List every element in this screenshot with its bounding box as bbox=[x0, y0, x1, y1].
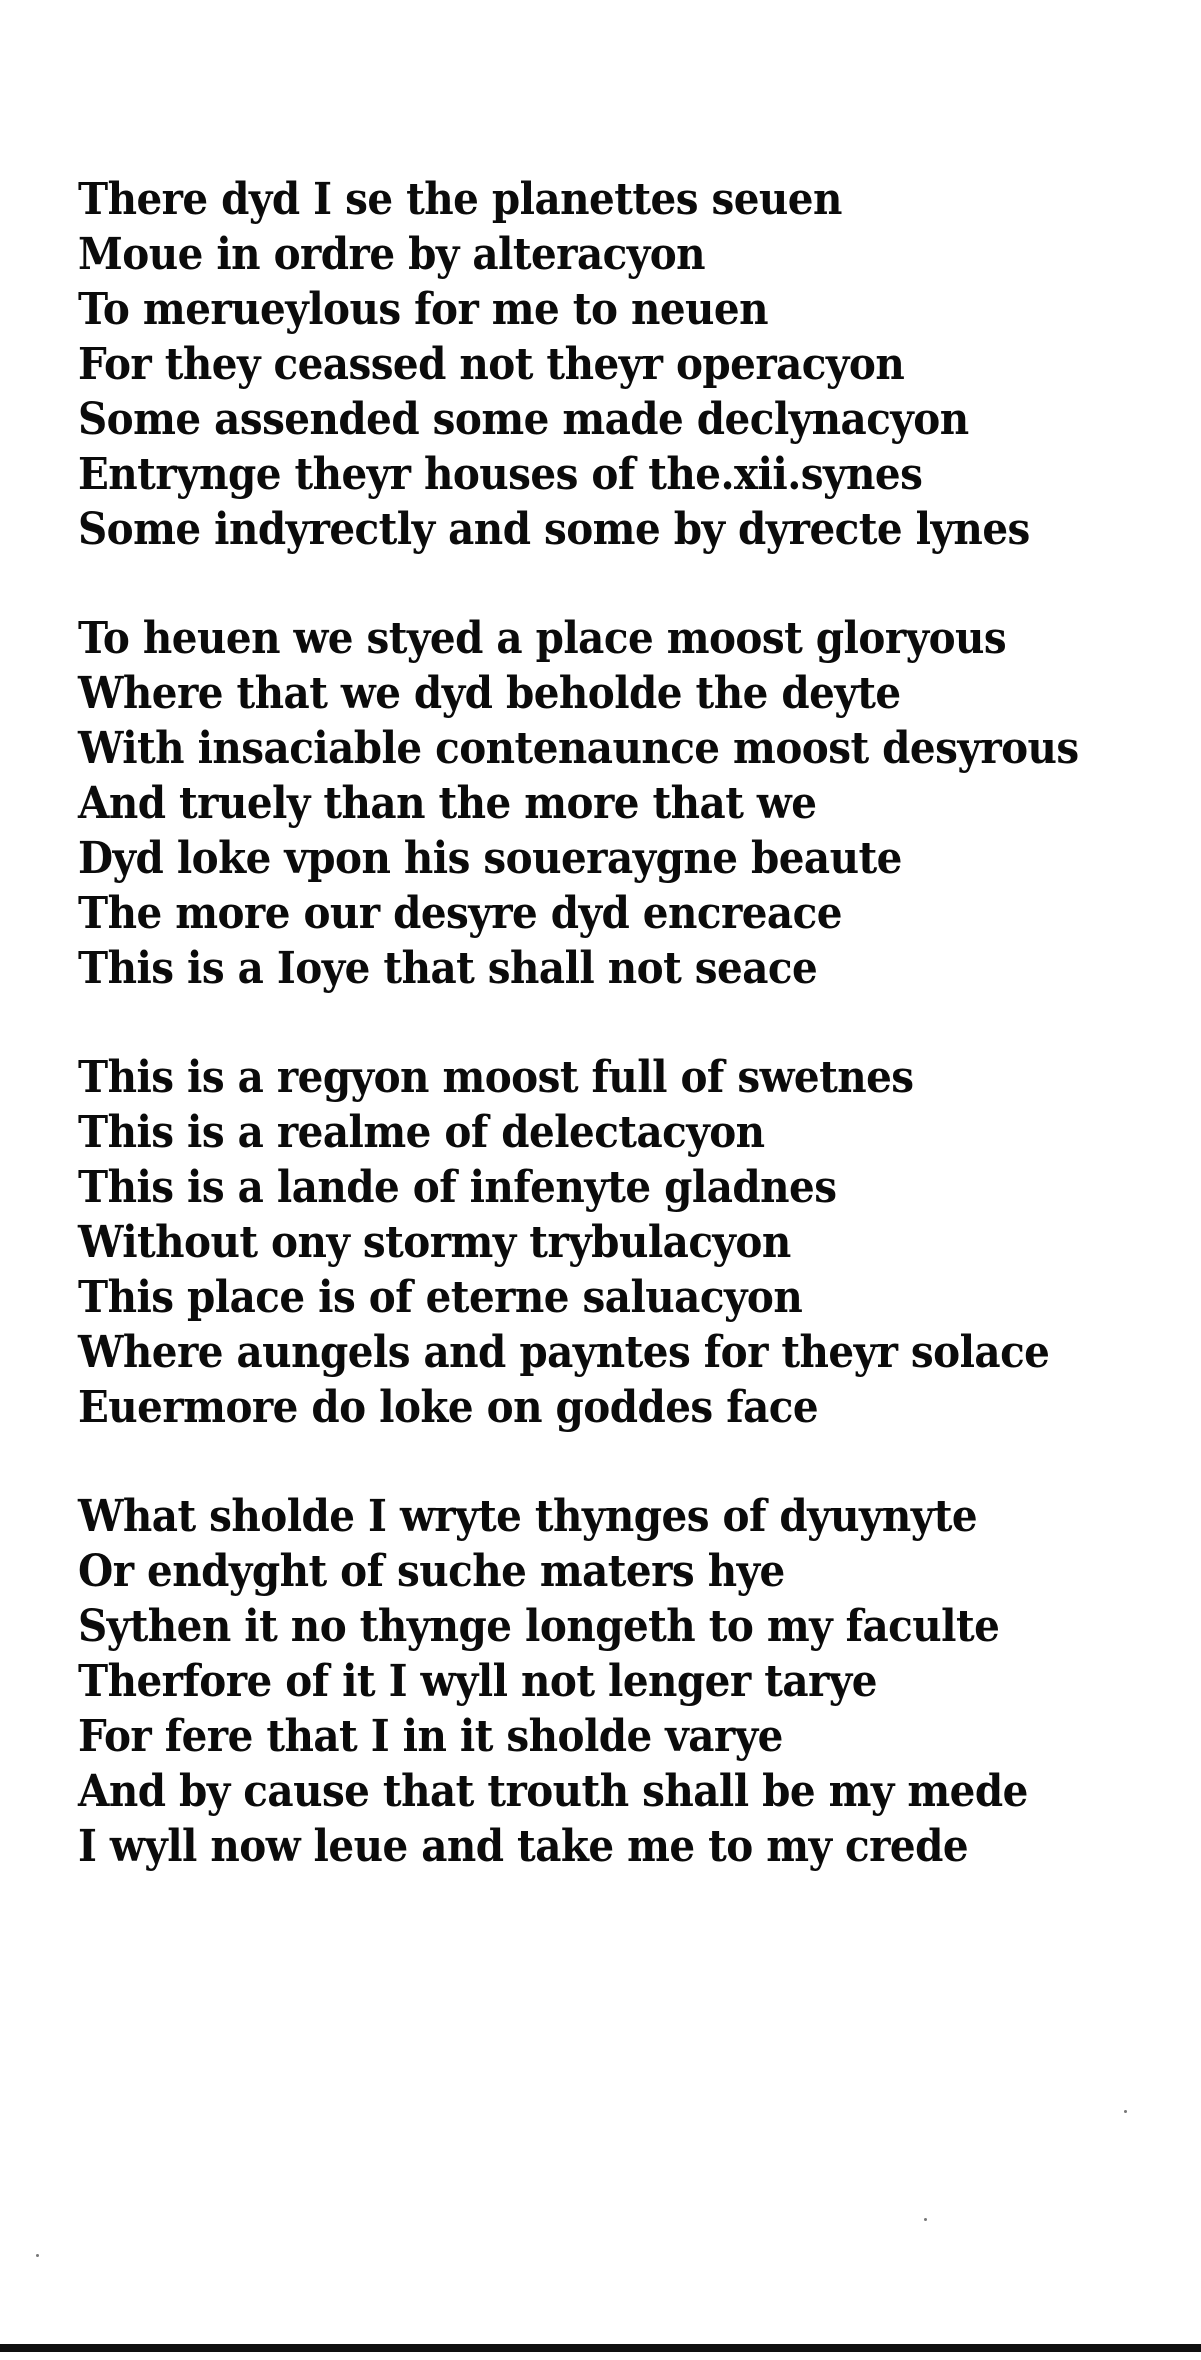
poem-line: The more our desyre dyd encreace bbox=[78, 888, 842, 939]
poem-line: Without ony stormy trybulacyon bbox=[78, 1217, 791, 1268]
scan-speck bbox=[36, 2254, 39, 2257]
poem-line: This place is of eterne saluacyon bbox=[78, 1272, 803, 1323]
poem-line: Therfore of it I wyll not lenger tarye bbox=[78, 1656, 877, 1707]
poem-line: Some assended some made declynacyon bbox=[78, 394, 969, 445]
stanza-2 bbox=[78, 611, 1078, 996]
scan-speck bbox=[1124, 2110, 1127, 2113]
poem-line: For fere that I in it sholde varye bbox=[78, 1711, 783, 1762]
poem-line: What sholde I wryte thynges of dyuynyte bbox=[78, 1491, 978, 1542]
poem-line: And by cause that trouth shall be my mede bbox=[78, 1766, 1028, 1817]
poem-line: This is a regyon moost full of swetnes bbox=[78, 1052, 914, 1103]
poem-line: To merueylous for me to neuen bbox=[78, 284, 768, 335]
poem-line: For they ceassed not theyr operacyon bbox=[78, 339, 905, 390]
poem-line: With insaciable contenaunce moost desyrous bbox=[78, 723, 1079, 774]
poem-line: Where aungels and payntes for theyr solace bbox=[78, 1327, 1050, 1378]
scan-speck bbox=[924, 2218, 927, 2221]
poem-line: This is a Ioye that shall not seace bbox=[78, 943, 818, 994]
bottom-edge-rule bbox=[0, 2344, 1201, 2352]
poem-line: I wyll now leue and take me to my crede bbox=[78, 1821, 969, 1872]
stanza-1 bbox=[78, 172, 1078, 557]
poem-line: Some indyrectly and some by dyrecte lynes bbox=[78, 504, 1030, 555]
poem-line: To heuen we styed a place moost gloryous bbox=[78, 613, 1007, 664]
poem-line: This is a lande of infenyte gladnes bbox=[78, 1162, 837, 1213]
poem-line: Moue in ordre by alteracyon bbox=[78, 229, 706, 280]
poem-line: This is a realme of delectacyon bbox=[78, 1107, 765, 1158]
poem-line: And truely than the more that we bbox=[78, 778, 817, 829]
stanza-3 bbox=[78, 1050, 1078, 1435]
poem-line: Sythen it no thynge longeth to my faculte bbox=[78, 1601, 1000, 1652]
poem-line: Dyd loke vpon his soueraygne beaute bbox=[78, 833, 902, 884]
poem-line: There dyd I se the planettes seuen bbox=[78, 174, 842, 225]
stanza-4 bbox=[78, 1489, 1078, 1874]
poem-line: Or endyght of suche maters hye bbox=[78, 1546, 785, 1597]
poem-text bbox=[78, 172, 1078, 1928]
poem-line: Entrynge theyr houses of the.xii.synes bbox=[78, 449, 923, 500]
poem-line: Where that we dyd beholde the deyte bbox=[78, 668, 901, 719]
poem-line: Euermore do loke on goddes face bbox=[78, 1382, 819, 1433]
